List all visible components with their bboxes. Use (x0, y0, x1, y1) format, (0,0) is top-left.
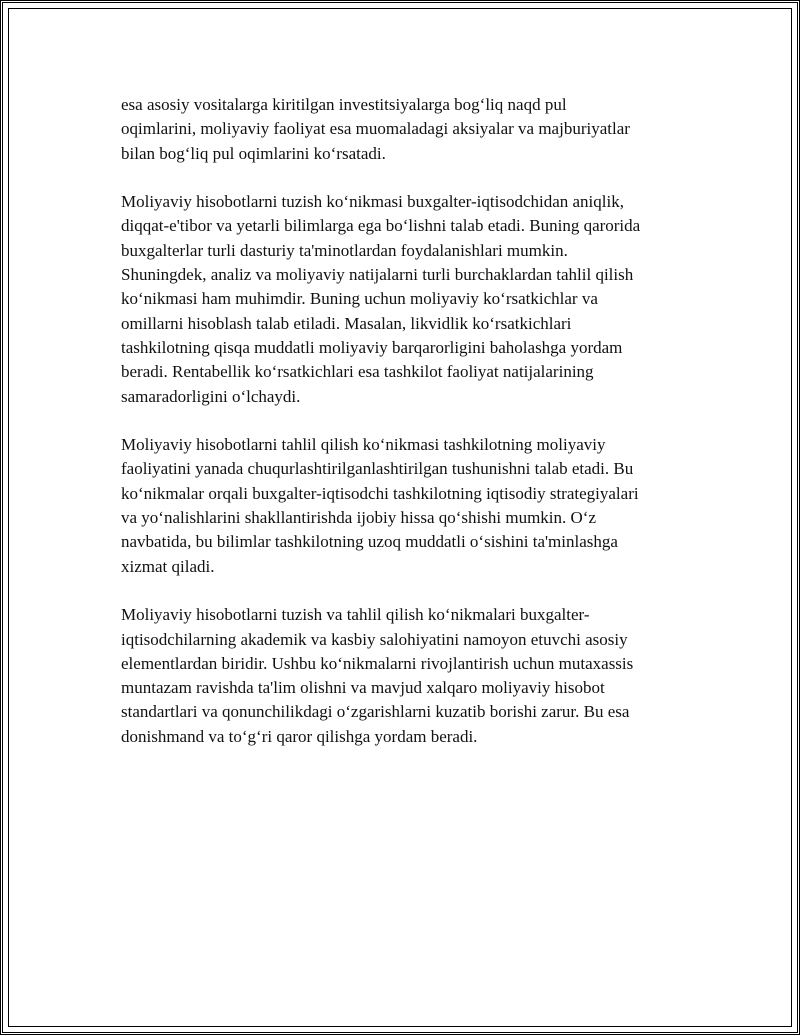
text-line: Moliyaviy hisobotlarni tuzish ko‘nikmasi buxgalter-iqtisodchidan aniqlik, (121, 192, 624, 212)
paragraph-3 (121, 433, 691, 579)
document-body (121, 93, 691, 773)
text-line: oqimlarini, moliyaviy faoliyat esa muomaladagi aksiyalar va majburiyatlar (121, 119, 630, 139)
text-line: samaradorligini o‘lchaydi. (121, 386, 301, 406)
text-line: beradi. Rentabellik ko‘rsatkichlari esa tashkilot faoliyat natijalarining (121, 362, 594, 382)
text-line: tashkilotning qisqa muddatli moliyaviy barqarorligini baholashga yordam (121, 337, 623, 357)
text-line: muntazam ravishda ta'lim olishni va mavjud xalqaro moliyaviy hisobot (121, 678, 605, 698)
text-line: buxgalterlar turli dasturiy ta'minotlardan foydalanishlari mumkin. (121, 240, 568, 260)
text-line: diqqat-e'tibor va yetarli bilimlarga ega bo‘lishni talab etadi. Buning qarorida (121, 216, 641, 236)
text-line: donishmand va to‘g‘ri qaror qilishga yordam beradi. (121, 726, 478, 746)
text-line: navbatida, bu bilimlar tashkilotning uzoq muddatli o‘sishini ta'minlashga (121, 532, 618, 552)
text-line: xizmat qiladi. (121, 556, 215, 576)
text-line: Moliyaviy hisobotlarni tuzish va tahlil qilish ko‘nikmalari buxgalter- (121, 605, 590, 625)
paragraph-4 (121, 603, 691, 749)
text-line: esa asosiy vositalarga kiritilgan investitsiyalarga bog‘liq naqd pul (121, 95, 567, 114)
text-line: ko‘nikmalar orqali buxgalter-iqtisodchi tashkilotning iqtisodiy strategiyalari (121, 483, 639, 503)
text-line: Moliyaviy hisobotlarni tahlil qilish ko‘nikmasi tashkilotning moliyaviy (121, 435, 606, 455)
text-line: omillarni hisoblash talab etiladi. Masalan, likvidlik ko‘rsatkichlari (121, 313, 572, 333)
text-line: standartlari va qonunchilikdagi o‘zgarishlarni kuzatib borishi zarur. Bu esa (121, 702, 630, 722)
text-line: faoliyatini yanada chuqurlashtirilganlashtirilgan tushunishni talab etadi. Bu (121, 459, 634, 479)
text-line: bilan bog‘liq pul oqimlarini ko‘rsatadi. (121, 143, 386, 163)
text-line: va yo‘nalishlarini shakllantirishda ijobiy hissa qo‘shishi mumkin. O‘z (121, 508, 596, 528)
paragraph-2 (121, 190, 691, 409)
text-line: ko‘nikmasi ham muhimdir. Buning uchun moliyaviy ko‘rsatkichlar va (121, 289, 598, 309)
text-line: elementlardan biridir. Ushbu ko‘nikmalarni rivojlantirish uchun mutaxassis (121, 653, 634, 673)
paragraph-1 (121, 93, 691, 166)
text-line: iqtisodchilarning akademik va kasbiy salohiyatini namoyon etuvchi asosiy (121, 629, 628, 649)
text-line: Shuningdek, analiz va moliyaviy natijalarni turli burchaklardan tahlil qilish (121, 265, 634, 285)
